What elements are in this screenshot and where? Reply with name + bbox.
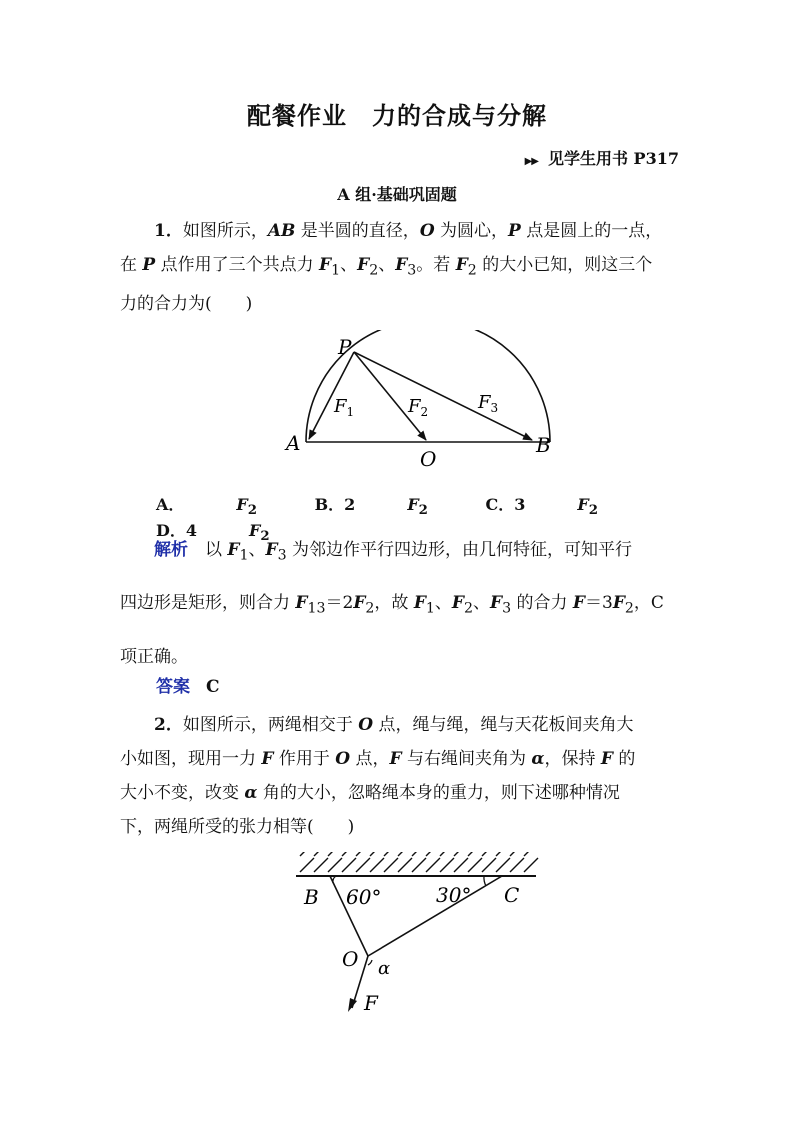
answer-letter: C	[206, 677, 220, 697]
q2-line-3: 大小不变，改变 α 角的大小，忽略绳本身的重力，则下述哪种情况	[120, 783, 620, 803]
analysis-block	[120, 526, 680, 681]
textbook-reference	[525, 146, 679, 169]
force-f-arrowhead	[348, 998, 357, 1012]
label-o: O	[342, 947, 359, 971]
angle-30-arc	[484, 876, 486, 886]
option-c: C．3 $F_2$	[485, 495, 599, 519]
analysis-line-3: 项正确。	[120, 646, 188, 667]
rope-tension-figure	[290, 852, 550, 1022]
label-f: F	[364, 991, 378, 1015]
analysis-tag: 解析	[154, 540, 188, 560]
label-alpha: α	[378, 958, 391, 979]
q2-line-1: 2．如图所示，两绳相交于 O 点，绳与绳，绳与天花板间夹角大	[154, 715, 634, 735]
angle-60-arc	[333, 876, 336, 883]
q1-line-2: 在 P 点作用了三个共点力 $F_1$、$F_2$、$F_3$。若 $F_2$ 的大小已知，则这三个	[120, 255, 653, 279]
label-30: 30°	[436, 883, 472, 907]
answer-tag: 答案	[156, 677, 190, 697]
label-b: B	[536, 433, 551, 457]
group-title: A 组·基础巩固题	[337, 185, 457, 204]
answer-block	[156, 672, 220, 697]
option-b: B．2 $F_2$	[314, 495, 428, 519]
label-f1: $F_1$	[334, 396, 355, 419]
label-f2: $F_2$	[408, 396, 429, 419]
option-a: A． $F_2$	[156, 495, 258, 519]
label-60: 60°	[346, 885, 382, 909]
analysis-line-2: 四边形是矩形，则合力 $F_{13}=2F_2$，故 $F_1$、$F_2$、$F_3$ 的合力 $F=3F_2$，C	[120, 593, 664, 617]
q2-line-4: 下，两绳所受的张力相等( )	[120, 817, 355, 837]
angle-alpha-arc	[368, 960, 372, 965]
q1-line-3: 力的合力为( )	[120, 294, 253, 315]
label-c: C	[504, 883, 520, 907]
force-f3-arrow	[354, 352, 532, 440]
question-1	[120, 214, 680, 321]
right-rope	[368, 876, 502, 956]
label-b: B	[304, 885, 319, 909]
analysis-line-1: 解析 以 $F_1$、$F_3$ 为邻边作平行四边形，由几何特征，可知平行	[154, 540, 632, 564]
q2-line-2: 小如图，现用一力 F 作用于 O 点，F 与右绳间夹角为 α，保持 F 的	[120, 749, 636, 769]
question-2	[120, 708, 680, 844]
reference-text: 见学生用书 P317	[547, 149, 679, 168]
label-a: A	[286, 431, 301, 455]
q1-line-1: 1．如图所示，AB 是半圆的直径，O 为圆心，P 点是圆上的一点，	[154, 221, 663, 241]
label-f3: $F_3$	[478, 392, 499, 415]
ceiling-hatching	[300, 852, 538, 856]
label-p: P	[338, 335, 352, 359]
double-arrow-icon: ▶▶	[524, 156, 538, 167]
page-title: 配餐作业 力的合成与分解	[247, 101, 547, 130]
semicircle-force-figure	[280, 330, 570, 470]
label-o: O	[420, 447, 437, 470]
option-d: D．4 $F_2$	[156, 521, 270, 545]
